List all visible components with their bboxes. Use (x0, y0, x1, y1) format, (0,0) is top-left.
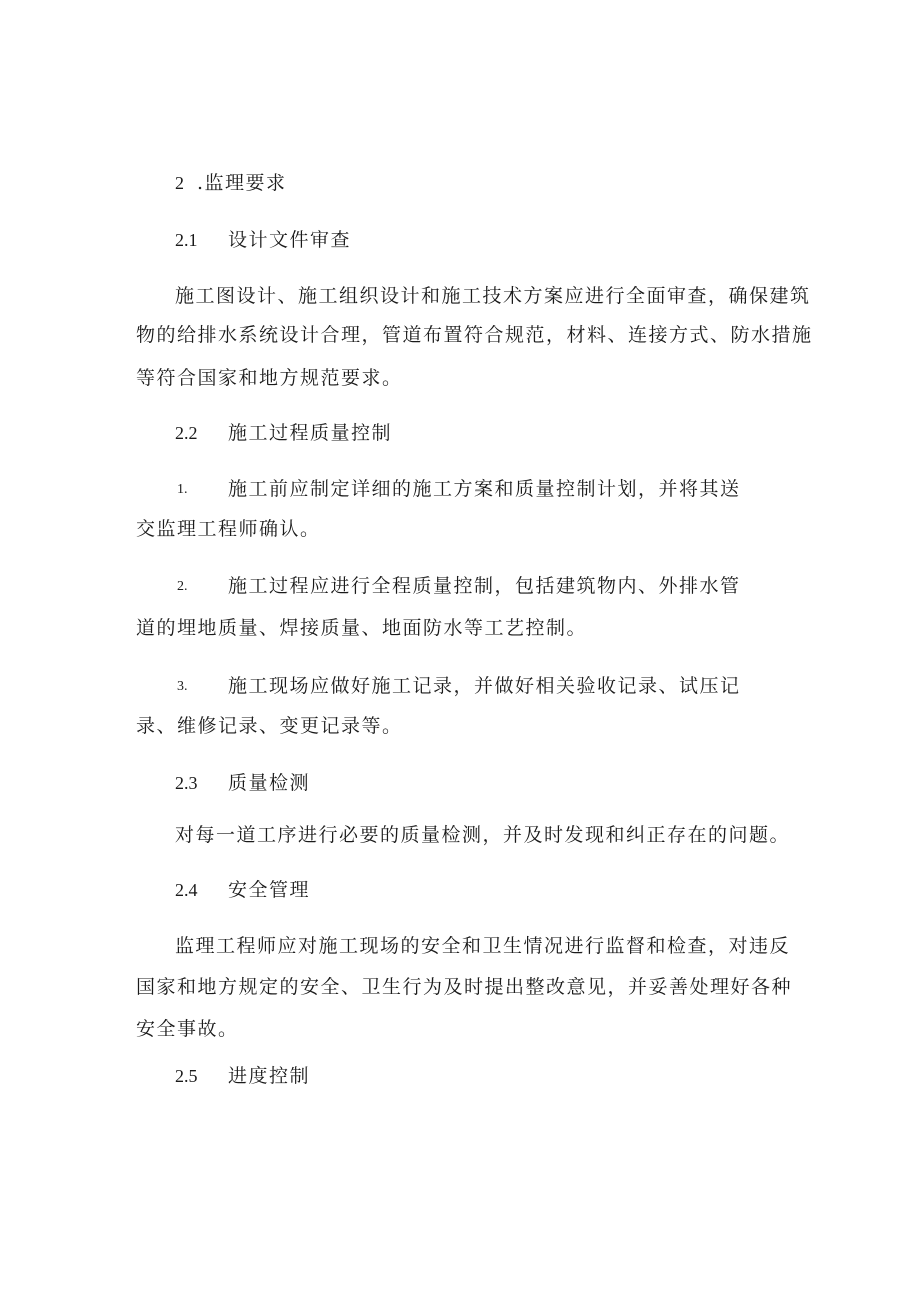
paragraph-2-1-line-1: 施工图设计、施工组织设计和施工技术方案应进行全面审查，确保建筑 (175, 285, 811, 307)
subsection-2-1-title: 设计文件审查 (228, 229, 352, 251)
list-item-1-line-1: 施工前应制定详细的施工方案和质量控制计划，并将其送 (228, 478, 741, 500)
paragraph-2-3: 对每一道工序进行必要的质量检测，并及时发现和纠正存在的问题。 (175, 824, 791, 846)
list-item-3-marker: 3. (177, 679, 188, 694)
list-item-2-marker: 2. (177, 579, 188, 594)
subsection-2-5-title: 进度控制 (228, 1065, 311, 1087)
section-title: .监理要求 (197, 172, 287, 194)
paragraph-2-1-line-2: 物的给排水系统设计合理，管道布置符合规范，材料、连接方式、防水措施 (136, 324, 813, 346)
list-item-3-line-2: 录、维修记录、变更记录等。 (136, 715, 403, 737)
list-item-1-marker: 1. (177, 482, 188, 497)
subsection-2-4-title: 安全管理 (228, 879, 311, 901)
list-item-3-line-1: 施工现场应做好施工记录，并做好相关验收记录、试压记 (228, 675, 741, 697)
subsection-2-4-number: 2.4 (175, 880, 198, 900)
subsection-2-2-title: 施工过程质量控制 (228, 422, 393, 444)
subsection-2-1-number: 2.1 (175, 230, 198, 250)
subsection-2-3-number: 2.3 (175, 773, 198, 793)
paragraph-2-4-line-2: 国家和地方规定的安全、卫生行为及时提出整改意见，并妥善处理好各种 (136, 976, 793, 998)
section-number: 2 (175, 173, 184, 193)
list-item-1-line-2: 交监理工程师确认。 (136, 518, 321, 540)
subsection-2-5-number: 2.5 (175, 1066, 198, 1086)
paragraph-2-1-line-3: 等符合国家和地方规范要求。 (136, 367, 403, 389)
paragraph-2-4-line-3: 安全事故。 (136, 1018, 239, 1040)
paragraph-2-4-line-1: 监理工程师应对施工现场的安全和卫生情况进行监督和检查，对违反 (175, 935, 791, 957)
subsection-2-2-number: 2.2 (175, 423, 198, 443)
list-item-2-line-2: 道的埋地质量、焊接质量、地面防水等工艺控制。 (136, 617, 588, 639)
subsection-2-3-title: 质量检测 (228, 772, 311, 794)
list-item-2-line-1: 施工过程应进行全程质量控制，包括建筑物内、外排水管 (228, 575, 741, 597)
